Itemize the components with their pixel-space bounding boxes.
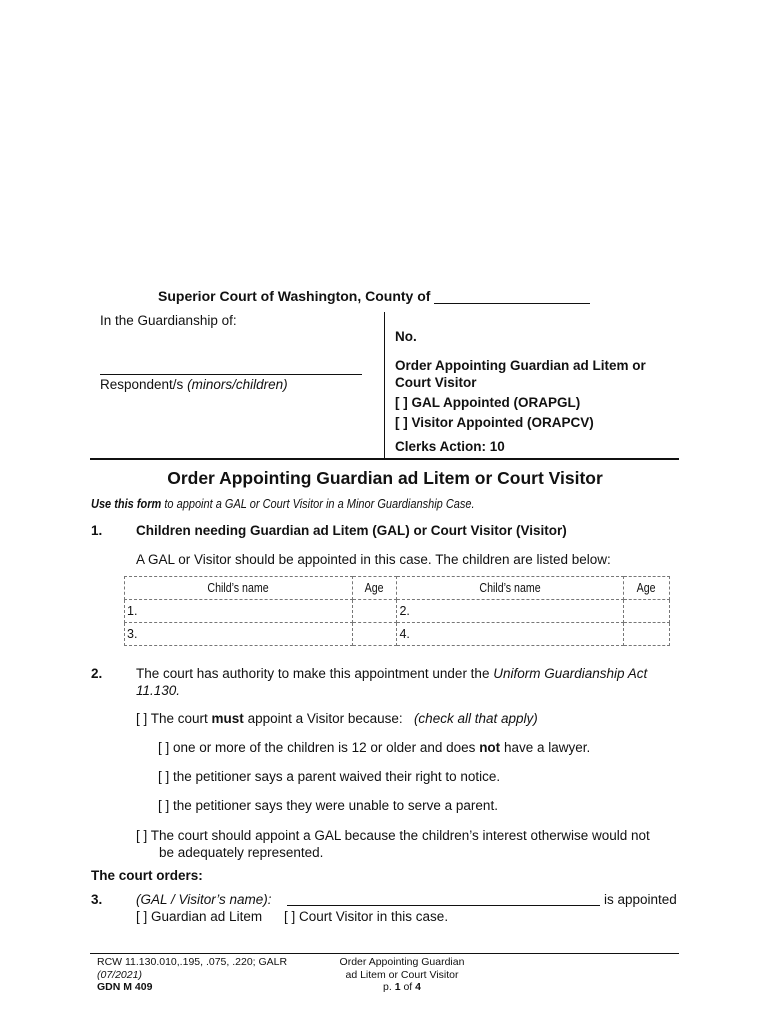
- table-row: [125, 623, 670, 646]
- guardian-ad-litem-checkbox[interactable]: [ ] Guardian ad Litem: [136, 909, 263, 924]
- doc-title-line2: Court Visitor: [395, 375, 477, 390]
- county-blank[interactable]: [434, 289, 590, 304]
- gal-visitor-name-label: (GAL / Visitor’s name):: [136, 892, 272, 907]
- doc-title-line1: Order Appointing Guardian ad Litem or: [395, 358, 646, 373]
- reason1-bold: not: [479, 740, 501, 755]
- court-title-text: Superior Court of Washington, County of: [158, 288, 431, 304]
- section1-intro: A GAL or Visitor should be appointed in this case. The children are listed below:: [136, 552, 611, 567]
- footer-page-number: p. 1 of 4: [383, 981, 421, 993]
- footer-left: [97, 956, 287, 994]
- child-name-cell[interactable]: 1.: [125, 600, 353, 623]
- child-age-cell[interactable]: [352, 623, 397, 646]
- footer-rule: [90, 953, 679, 954]
- child-name-header-1: Child’s name: [125, 577, 353, 600]
- authority-line2: 11.130.: [136, 683, 181, 698]
- caption-bottom-rule: [90, 458, 679, 460]
- age-header-2: Age: [624, 577, 670, 600]
- footer-title-line1: Order Appointing Guardian: [339, 956, 465, 968]
- section2-number: 2.: [91, 666, 103, 681]
- must-bold: must: [211, 711, 244, 726]
- respondent-label: [100, 377, 288, 392]
- authority-text: The court has authority to make this appointment under the: [136, 666, 494, 681]
- section1-number: 1.: [91, 523, 103, 538]
- must-post: appoint a Visitor because:: [243, 711, 403, 726]
- children-table: [124, 576, 670, 646]
- clerks-action: Clerks Action: 10: [395, 439, 505, 454]
- reason-waived-checkbox[interactable]: [ ] the petitioner says a parent waived their right to notice.: [158, 769, 501, 784]
- is-appointed-text: is appointed: [604, 892, 677, 907]
- should-appoint-gal-line2: be adequately represented.: [159, 845, 324, 860]
- reason1-pre: [ ] one or more of the children is 12 or older and does: [158, 740, 480, 755]
- section1-heading: Children needing Guardian ad Litem (GAL) or Court Visitor (Visitor): [136, 523, 567, 538]
- form-title: Order Appointing Guardian ad Litem or Court Visitor: [167, 468, 603, 488]
- child-name-header-2: Child’s name: [397, 577, 624, 600]
- child-age-cell[interactable]: [624, 600, 670, 623]
- court-orders-heading: The court orders:: [91, 868, 203, 883]
- respondent-name-line[interactable]: [100, 374, 362, 375]
- footer-rcw: RCW 11.130.010,.195, .075, .220; GALR: [97, 956, 288, 968]
- court-title: [158, 288, 590, 304]
- footer-date: (07/2021): [97, 968, 142, 981]
- table-row: [125, 600, 670, 623]
- respondent-text: Respondent/s: [100, 377, 184, 392]
- visitor-appointed-checkbox[interactable]: [ ] Visitor Appointed (ORAPCV): [395, 415, 594, 430]
- must-appoint-visitor-checkbox[interactable]: [136, 711, 538, 726]
- should-appoint-gal-checkbox[interactable]: [ ] The court should appoint a GAL because the children’s interest otherwise would not: [136, 828, 650, 843]
- usage-note: [91, 497, 475, 511]
- footer-form-id: GDN M 409: [97, 981, 153, 993]
- authority-line1: [136, 666, 647, 681]
- case-number-label: No.: [395, 329, 417, 344]
- usage-bold: Use this form: [91, 497, 162, 511]
- reason1-post: have a lawyer.: [500, 740, 591, 755]
- reason-unable-serve-checkbox[interactable]: [ ] the petitioner says they were unable to serve a parent.: [158, 798, 498, 813]
- child-name-cell[interactable]: 3.: [125, 623, 353, 646]
- must-note: (check all that apply): [413, 711, 538, 726]
- footer-center: [322, 956, 482, 994]
- child-age-cell[interactable]: [352, 600, 397, 623]
- guardianship-label: In the Guardianship of:: [100, 313, 237, 328]
- age-header-1: Age: [352, 577, 397, 600]
- child-name-cell[interactable]: 4.: [397, 623, 624, 646]
- usage-rest: to appoint a GAL or Court Visitor in a Minor Guardianship Case.: [161, 497, 475, 511]
- child-age-cell[interactable]: [624, 623, 670, 646]
- children-table-header: [125, 577, 670, 600]
- gal-appointed-checkbox[interactable]: [ ] GAL Appointed (ORAPGL): [395, 395, 581, 410]
- section3-number: 3.: [91, 892, 103, 907]
- child-name-cell[interactable]: 2.: [397, 600, 624, 623]
- act-name: Uniform Guardianship Act: [493, 666, 648, 681]
- gal-visitor-name-field[interactable]: [287, 905, 600, 906]
- must-pre: [ ] The court: [136, 711, 212, 726]
- footer-title-line2: ad Litem or Court Visitor: [345, 968, 459, 981]
- court-visitor-checkbox[interactable]: [ ] Court Visitor in this case.: [284, 909, 449, 924]
- reason-age-checkbox[interactable]: [158, 740, 590, 755]
- respondent-note: (minors/children): [187, 377, 288, 392]
- caption-divider: [384, 312, 385, 458]
